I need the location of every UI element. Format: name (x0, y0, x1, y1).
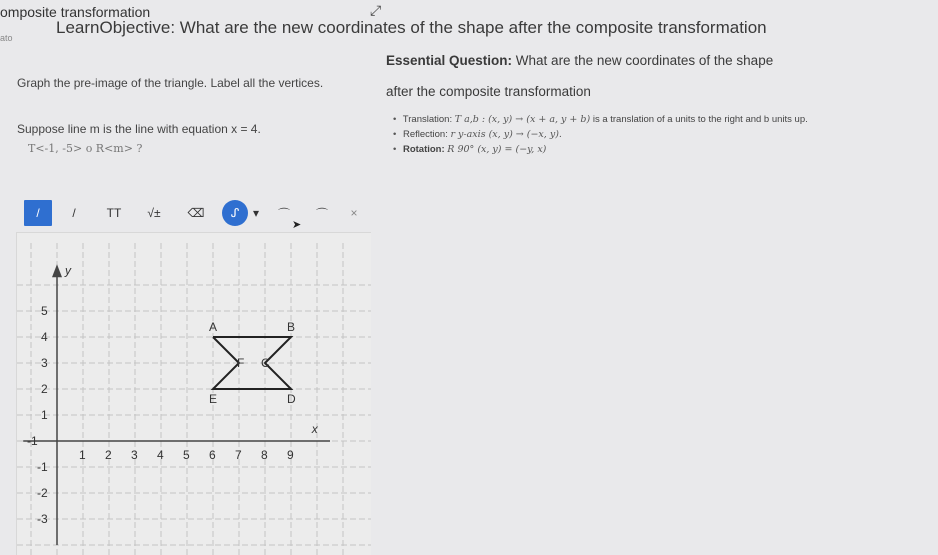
essential-question (386, 53, 773, 68)
y-axis-arrow (52, 264, 62, 277)
graph-panel[interactable] (16, 232, 371, 555)
lesson-heading: LearnObjective: What are the new coordinates of the shape after the composite transformation (56, 18, 767, 37)
x-tick-label: 4 (157, 448, 164, 462)
x-axis-label: x (311, 422, 318, 436)
y-tick-label: -2 (37, 486, 48, 500)
vertex-label-c: C (261, 356, 270, 370)
definition-label: Translation: (402, 114, 453, 125)
x-tick-label: 1 (79, 448, 86, 462)
y-tick-label: 1 (41, 408, 48, 422)
graph-instruction: Graph the pre-image of the triangle. Label all the vertices. (17, 76, 324, 90)
coordinate-grid[interactable] (17, 233, 371, 555)
vertex-label-a: A (209, 320, 218, 334)
drawing-toolbar (18, 200, 368, 226)
definition-formula: r y-axis (x, y) → (−x, y). (450, 129, 562, 140)
definition-rotation (393, 142, 808, 157)
x-tick-label: 6 (209, 448, 216, 462)
definitions-list (393, 112, 808, 157)
vertex-label-e: E (209, 392, 218, 406)
composite-notation: T<-1, -5> o R<m> ? (28, 142, 143, 155)
tool-dropdown-button[interactable]: ▾ (252, 206, 260, 220)
redo-button[interactable]: ⌒ (315, 206, 328, 221)
shape-tool-button[interactable]: ᔑ (222, 200, 248, 226)
vertex-label-b: B (287, 320, 296, 334)
definition-formula: T a,b : (x, y) → (x + a, y + b) (454, 114, 591, 125)
y-tick-label: 4 (41, 330, 48, 344)
y-tick-label: 5 (41, 304, 48, 318)
expand-icon[interactable]: ⤢ (370, 2, 382, 18)
y-tick-label: 3 (41, 356, 48, 370)
definition-reflection (393, 127, 808, 142)
pen-tool-button[interactable]: / (24, 200, 52, 226)
essential-question-cont: after the composite transformation (386, 84, 591, 99)
app-title: omposite transformation (0, 4, 151, 20)
definition-translation (393, 112, 808, 127)
app-subtitle: ato (0, 33, 13, 43)
y-tick-label: -1 (37, 460, 48, 474)
essential-question-label: Essential Question: (386, 53, 513, 68)
text-tool-button[interactable]: TT (106, 206, 122, 220)
vertex-label-f: F (237, 356, 245, 370)
y-axis-label: y (65, 263, 71, 278)
x-tick-label: 3 (131, 448, 138, 462)
undo-button[interactable]: ⌒ (277, 206, 290, 221)
cursor-icon: ➤ (292, 219, 302, 231)
x-tick-label: 2 (105, 448, 112, 462)
eraser-tool-button[interactable]: ⌫ (187, 206, 205, 220)
x-tick-label: 5 (183, 448, 190, 462)
vertex-label-d: D (287, 392, 296, 406)
y-tick-label: 2 (41, 382, 48, 396)
line-tool-button[interactable]: / (72, 206, 76, 220)
definition-label: Rotation: (402, 144, 445, 155)
x-tick-label: 8 (261, 448, 268, 462)
definition-note: is a translation of a units to the right and b units up. (592, 114, 808, 125)
x-tick-label: 7 (235, 448, 242, 462)
suppose-text: Suppose line m is the line with equation x = 4. (17, 122, 261, 136)
essential-question-text: What are the new coordinates of the shape (515, 53, 774, 68)
x-tick-label: -1 (27, 434, 38, 448)
y-tick-label: -3 (37, 512, 48, 526)
definition-label: Reflection: (402, 129, 448, 140)
math-tool-button[interactable]: √± (147, 206, 161, 220)
clear-button[interactable]: × (350, 206, 358, 220)
x-tick-label: 9 (287, 448, 294, 462)
definition-formula: R 90° (x, y) = (−y, x) (447, 144, 547, 155)
